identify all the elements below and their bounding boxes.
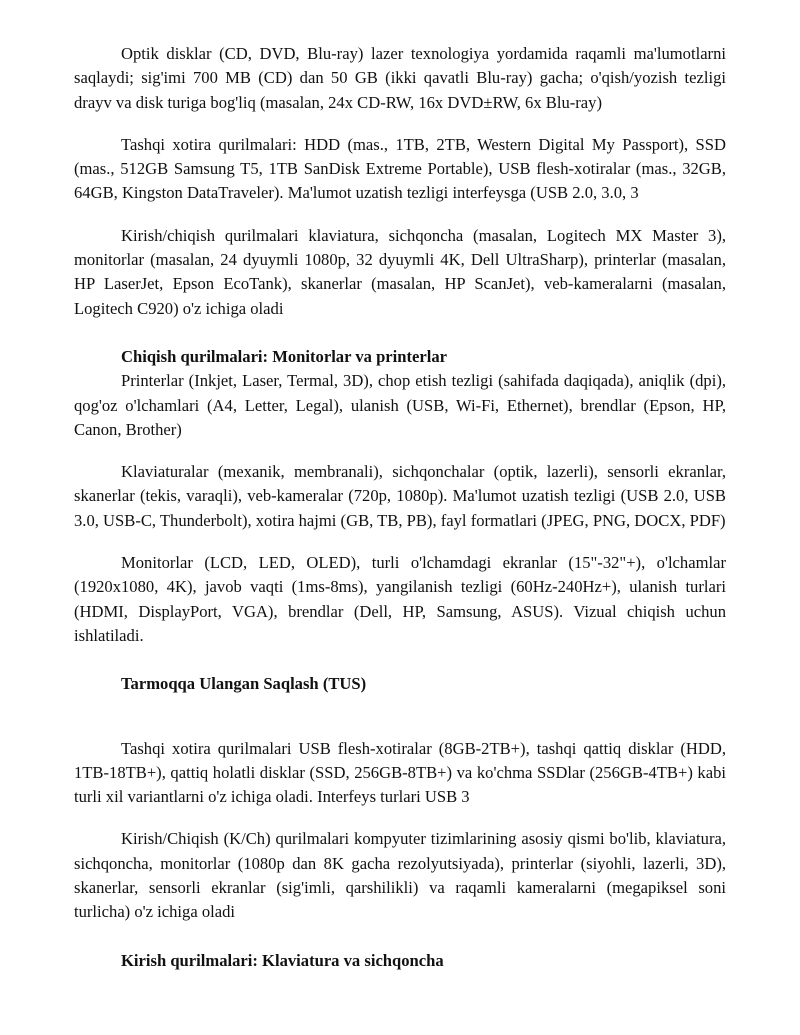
paragraph-external-memory: Tashqi xotira qurilmalari USB flesh-xotiralar (8GB-2TB+), tashqi qattiq disklar (HDD, 1TB-18TB+), qattiq holatli disklar (SSD, 256GB-8TB+) va ko'chma SSDlar (256GB-4TB+) kabi turli xil variantlarni o'z ichiga oladi. Interfeys turlari USB 3 [74,738,726,807]
paragraph-printers: Printerlar (Inkjet, Laser, Termal, 3D), chop etish tezligi (sahifada daqiqada), aniqlik (dpi), qog'oz o'lchamlari (A4, Letter, Legal), ulanish (USB, Wi-Fi, Ethernet), brendlar (Epson, HP, Canon, Brother) [74,371,726,439]
paragraph-external-storage: Tashqi xotira qurilmalari: HDD (mas., 1TB, 2TB, Western Digital My Passport), SSD (mas., 512GB Samsung T5, 1TB SanDisk Extreme Portable), USB flesh-xotiralar (mas., 32GB, 64GB, Kingston DataTraveler). Ma'lumot uzatish tezligi interfeysga (USB 2.0, 3.0, 3 [74,134,726,203]
paragraph-io-devices: Kirish/chiqish qurilmalari klaviatura, sichqoncha (masalan, Logitech MX Master 3), monitorlar (masalan, 24 dyuymli 1080p, 32 dyuymli 4K, Dell UltraSharp), printerlar (masalan, HP LaserJet, Epson EcoTank), skanerlar (masalan, HP ScanJet), veb-kameralarni (masalan, Logitech C920) o'z ichiga oladi [74,225,726,318]
heading-network-storage: Tarmoqqa Ulangan Saqlash (TUS) [121,674,367,694]
spacer [74,697,726,737]
heading-input-devices: Kirish qurilmalari: Klaviatura va sichqoncha [121,950,444,970]
document-page [74,42,726,973]
paragraph-monitors: Monitorlar (LCD, LED, OLED), turli o'lchamdagi ekranlar (15"-32"+), o'lchamlar (1920x1080, 4K), javob vaqti (1ms-8ms), yangilanish tezligi (60Hz-240Hz+), ulanish turlari (HDMI, DisplayPort, VGA), brendlar (Dell, HP, Samsung, ASUS). Vizual chiqish uchun ishlatiladi. [74,553,726,645]
paragraph-keyboards: Klaviaturalar (mexanik, membranali), sichqonchalar (optik, lazerli), sensorli ekranlar, skanerlar (tekis, varaqli), veb-kameralar (720p, 1080p). Ma'lumot uzatish tezligi (USB 2.0, USB 3.0, USB-C, Thunderbolt), xotira hajmi (GB, TB, PB), fayl formatlari (JPEG, PNG, DOCX, PDF) [74,462,726,530]
paragraph-io-systems: Kirish/Chiqish (K/Ch) qurilmalari kompyuter tizimlarining asosiy qismi bo'lib, klaviatura, sichqoncha, monitorlar (1080p dan 8K gacha rezolyutsiyada), printerlar (siyohli, lazerli, 3D), skanerlar, sensorli ekranlar (sig'imli, qarshilikli) va raqamli kameralarni (megapiksel soni turlicha) o'z ichiga oladi [74,829,726,922]
heading-output-devices: Chiqish qurilmalari: Monitorlar va printerlar [121,346,448,366]
paragraph-optical-discs: Optik disklar (CD, DVD, Blu-ray) lazer texnologiya yordamida raqamli ma'lumotlarni saqlaydi; sig'imi 700 MB (CD) dan 50 GB (ikki qavatli Blu-ray) gacha; o'qish/yozish tezligi drayv va disk turiga bog'liq (masalan, 24x CD-RW, 16x DVD±RW, 6x Blu-ray) [74,44,726,112]
